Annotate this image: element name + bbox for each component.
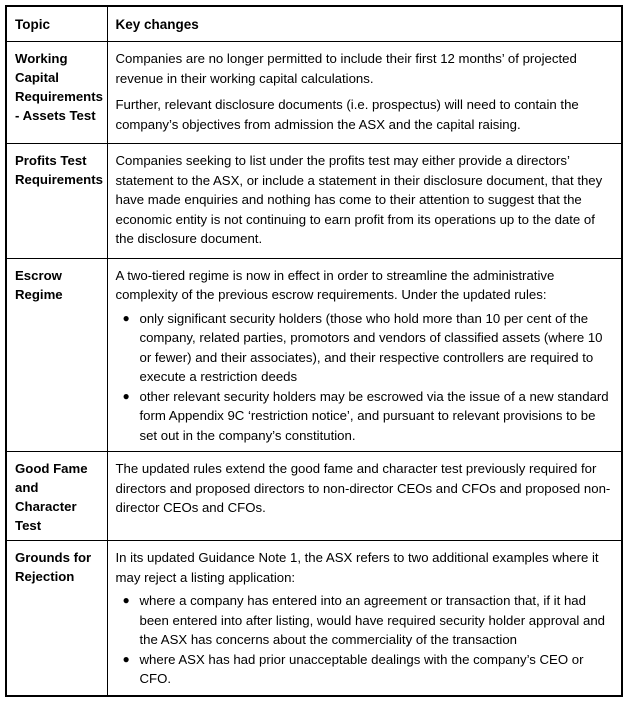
paragraph: Companies seeking to list under the profits test may either provide a directors’ statement to the ASX, or include a statement in their disclosure document, that they have made enquiries and nothing has come to their attention to suggest that the economic entity is not continuing to earn profit from its operations up to the date of the disclosure document. bbox=[115, 153, 603, 246]
changes-cell bbox=[107, 258, 622, 452]
table-header bbox=[6, 6, 622, 42]
bullet-icon: ● bbox=[122, 388, 130, 403]
changes-cell bbox=[107, 541, 622, 696]
key-changes-column-header: Key changes bbox=[107, 6, 622, 42]
paragraph: In its updated Guidance Note 1, the ASX refers to two additional examples where it may reject a listing application: bbox=[115, 550, 599, 585]
bullet-text: where a company has entered into an agreement or transaction that, if it had been entered into after listing, would have required security holder approval and the ASX has concerns about the commerciality of the transaction bbox=[139, 593, 606, 647]
topic-cell: Grounds for Rejection bbox=[6, 541, 107, 696]
key-changes-table bbox=[5, 5, 623, 697]
bullet-text: where ASX has had prior unacceptable dealings with the company’s CEO or CFO. bbox=[139, 651, 584, 686]
bullet-item bbox=[116, 591, 614, 650]
bullet-item bbox=[116, 650, 614, 689]
topic-cell: Profits Test Requirements bbox=[6, 144, 107, 259]
paragraph: Further, relevant disclosure documents (i.e. prospectus) will need to contain the company’s objectives from admission the ASX and the capital raising. bbox=[115, 97, 579, 132]
table-row bbox=[6, 144, 622, 259]
bullet-icon: ● bbox=[122, 651, 130, 666]
table-body bbox=[6, 42, 622, 696]
changes-cell bbox=[107, 452, 622, 541]
table-row bbox=[6, 42, 622, 144]
bullet-list bbox=[116, 309, 614, 447]
table-row bbox=[6, 541, 622, 696]
bullet-item bbox=[116, 309, 614, 387]
bullet-text: only significant security holders (those who hold more than 10 per cent of the company, related parties, promotors and vendors of classified assets (where 10 or fewer) and their associates), and their respective controllers are required to execute a restriction deeds bbox=[139, 310, 603, 384]
paragraph: Companies are no longer permitted to include their first 12 months’ of projected revenue in their working capital calculations. bbox=[115, 51, 577, 86]
topic-column-header: Topic bbox=[6, 6, 107, 42]
paragraph: The updated rules extend the good fame and character test previously required for directors and proposed directors to non-director CEOs and CFOs and proposed non-director CEOs and CFOs. bbox=[115, 461, 611, 515]
bullet-item bbox=[116, 387, 614, 446]
table-row bbox=[6, 452, 622, 541]
paragraph: A two-tiered regime is now in effect in order to streamline the administrative complexity of the previous escrow requirements. Under the updated rules: bbox=[115, 267, 555, 302]
topic-cell: Working Capital Requirements - Assets Test bbox=[6, 42, 107, 144]
topic-cell: Good Fame and Character Test bbox=[6, 452, 107, 541]
bullet-icon: ● bbox=[122, 310, 130, 325]
header-row bbox=[6, 6, 622, 42]
table-row bbox=[6, 258, 622, 452]
bullet-text: other relevant security holders may be escrowed via the issue of a new standard form Appendix 9C ‘restriction notice’, and pursuant to relevant provisions to be set out in the company’s constitution. bbox=[139, 388, 609, 443]
changes-cell bbox=[107, 42, 622, 144]
changes-cell bbox=[107, 144, 622, 259]
bullet-list bbox=[116, 591, 614, 690]
topic-cell: Escrow Regime bbox=[6, 258, 107, 452]
bullet-icon: ● bbox=[122, 593, 130, 607]
